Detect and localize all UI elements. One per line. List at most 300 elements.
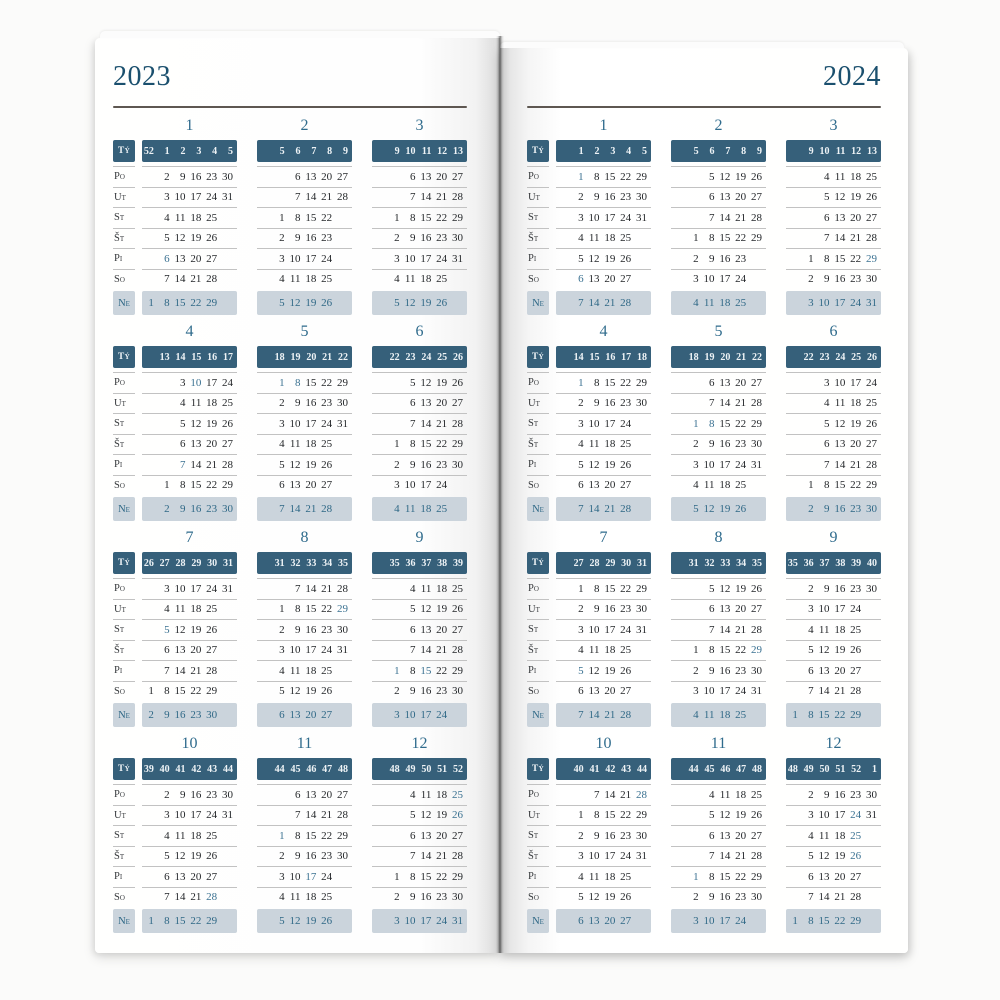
week-number-cell: 44: [274, 763, 285, 775]
week-number-cell: 39: [851, 557, 862, 569]
day-row: [786, 454, 881, 475]
sunday-date-cell: 12: [289, 297, 301, 309]
day-row: [142, 866, 237, 887]
week-number-cell: 52: [143, 145, 154, 157]
date-cell: 6: [409, 829, 416, 842]
date-cell: 23: [321, 397, 333, 410]
day-row: [556, 866, 651, 887]
date-cell: 13: [289, 479, 301, 492]
week-number-cell: 22: [337, 351, 348, 363]
date-cell: 21: [834, 685, 846, 698]
week-number-cell: 52: [452, 763, 463, 775]
day-row: [142, 372, 237, 393]
day-row: [786, 599, 881, 620]
sunday-row: [671, 703, 766, 727]
date-cell: 3: [164, 582, 170, 595]
date-cell: 20: [735, 603, 747, 616]
date-cell: 27: [451, 623, 463, 636]
weekday-label: Ut: [113, 393, 135, 414]
week-number-cell: 18: [274, 351, 285, 363]
date-cell: 30: [865, 273, 877, 286]
sunday-date-cell: 11: [703, 297, 715, 309]
day-row: [786, 228, 881, 249]
month-block: [786, 732, 881, 933]
week-number-cell: 11: [421, 145, 432, 157]
sunday-date-cell: 19: [305, 297, 317, 309]
date-cell: 9: [409, 685, 416, 698]
date-cell: 15: [719, 870, 731, 883]
week-number-cell: 22: [389, 351, 400, 363]
date-cell: 30: [750, 891, 762, 904]
date-cell: 21: [190, 664, 202, 677]
date-cell: 17: [190, 582, 202, 595]
week-number-cell: 48: [389, 763, 400, 775]
date-cell: 15: [604, 170, 616, 183]
week-number-cell: 9: [342, 145, 348, 157]
date-cell: 13: [174, 644, 186, 657]
date-cell: 30: [635, 191, 647, 204]
date-cell: 9: [409, 458, 416, 471]
month-block: [257, 732, 352, 933]
day-row: [786, 269, 881, 290]
date-cell: 2: [394, 458, 400, 471]
sunday-date-cell: 9: [179, 503, 186, 515]
day-row: [257, 207, 352, 228]
date-cell: 19: [436, 809, 448, 822]
sunday-date-cell: 14: [588, 297, 600, 309]
day-row: [556, 805, 651, 826]
date-cell: 29: [451, 870, 463, 883]
day-row: [142, 269, 237, 290]
week-number-cell: 45: [704, 763, 715, 775]
date-cell: 12: [818, 644, 830, 657]
weekday-label: Pi: [113, 660, 135, 681]
sunday-date-cell: 29: [206, 297, 218, 309]
date-cell: 23: [735, 891, 747, 904]
day-row: [257, 454, 352, 475]
date-cell: 23: [735, 664, 747, 677]
week-label-cell: Tý: [113, 140, 135, 162]
week-number-cell: 31: [274, 557, 285, 569]
week-number-cell: 7: [311, 145, 317, 157]
date-cell: 1: [394, 870, 400, 883]
date-cell: 10: [404, 479, 416, 492]
date-cell: 2: [693, 891, 699, 904]
months-row: [113, 320, 467, 521]
week-number-cell: 25: [851, 351, 862, 363]
day-row: [786, 619, 881, 640]
month-number: 7: [185, 529, 194, 546]
date-cell: 10: [289, 644, 301, 657]
date-cell: 2: [693, 252, 699, 265]
day-row: [786, 825, 881, 846]
holiday-date-cell: 25: [850, 829, 862, 842]
day-row: [142, 784, 237, 805]
week-number-cell: 48: [337, 763, 348, 775]
date-cell: 7: [708, 211, 715, 224]
date-cell: 10: [289, 417, 301, 430]
date-cell: 29: [336, 376, 348, 389]
date-cell: 1: [578, 809, 584, 822]
day-row: [372, 269, 467, 290]
date-cell: 1: [693, 232, 699, 245]
date-cell: 2: [394, 232, 400, 245]
sunday-label-cell: Ne: [527, 703, 549, 727]
sunday-date-cell: 8: [164, 297, 170, 309]
date-cell: 25: [206, 603, 218, 616]
date-cell: 6: [823, 438, 830, 451]
date-cell: 25: [620, 232, 632, 245]
date-cell: 29: [206, 685, 218, 698]
date-cell: 22: [620, 582, 632, 595]
date-cell: 17: [190, 191, 202, 204]
date-cell: 4: [708, 788, 715, 801]
day-row: [786, 393, 881, 414]
sunday-date-cell: 3: [693, 915, 699, 927]
date-cell: 16: [420, 891, 432, 904]
weekday-label-column: [527, 526, 549, 727]
date-cell: 15: [420, 438, 432, 451]
date-cell: 18: [719, 479, 731, 492]
date-cell: 25: [620, 870, 632, 883]
date-cell: 1: [808, 252, 814, 265]
weekday-label: Št: [527, 228, 549, 249]
date-cell: 17: [305, 252, 317, 265]
date-cell: 26: [221, 417, 233, 430]
date-cell: 14: [305, 191, 317, 204]
week-number-cell: 33: [306, 557, 317, 569]
date-cell: 4: [279, 273, 285, 286]
date-cell: 4: [409, 582, 416, 595]
sunday-row: [786, 909, 881, 933]
month-number: 11: [710, 735, 727, 752]
weekday-label: Po: [527, 578, 549, 599]
day-row: [671, 228, 766, 249]
date-cell: 23: [436, 685, 448, 698]
weekday-label: Pi: [527, 660, 549, 681]
date-cell: 1: [578, 582, 584, 595]
date-cell: 24: [620, 417, 632, 430]
day-row: [142, 475, 237, 496]
date-cell: 20: [834, 870, 846, 883]
date-cell: 3: [279, 252, 285, 265]
date-cell: 12: [289, 685, 301, 698]
date-cell: 30: [750, 438, 762, 451]
date-cell: 14: [719, 850, 731, 863]
day-row: [556, 187, 651, 208]
date-cell: 16: [604, 397, 616, 410]
sunday-date-cell: 31: [451, 915, 463, 927]
holiday-date-cell: 28: [635, 788, 647, 801]
week-number-cell: 40: [866, 557, 877, 569]
day-row: [257, 393, 352, 414]
week-number-cell: 32: [704, 557, 715, 569]
date-cell: 10: [588, 623, 600, 636]
date-cell: 30: [336, 850, 348, 863]
day-row: [257, 619, 352, 640]
day-row: [671, 578, 766, 599]
day-row: [556, 475, 651, 496]
date-cell: 26: [620, 252, 632, 265]
sunday-date-cell: 26: [436, 297, 448, 309]
week-number-cell: 5: [641, 145, 647, 157]
date-cell: 26: [750, 582, 762, 595]
date-cell: 26: [321, 458, 333, 471]
date-cell: 11: [588, 232, 600, 245]
week-number-cell: 50: [421, 763, 432, 775]
month-number-spacer: [113, 526, 135, 552]
date-cell: 15: [420, 211, 432, 224]
date-cell: 19: [850, 191, 862, 204]
date-cell: 29: [451, 664, 463, 677]
date-cell: 25: [620, 438, 632, 451]
date-cell: 2: [693, 664, 699, 677]
date-cell: 2: [279, 232, 285, 245]
sunday-row: [556, 703, 651, 727]
day-row: [257, 228, 352, 249]
date-cell: 24: [436, 252, 448, 265]
date-cell: 25: [206, 211, 218, 224]
week-numbers-bar: [142, 552, 237, 574]
week-number-cell: 18: [688, 351, 699, 363]
sunday-row: [142, 291, 237, 315]
weekday-label: Št: [113, 434, 135, 455]
date-cell: 5: [164, 850, 170, 863]
week-number-cell: 31: [636, 557, 647, 569]
date-cell: 12: [719, 809, 731, 822]
date-cell: 23: [620, 603, 632, 616]
date-cell: 12: [588, 664, 600, 677]
day-row: [257, 475, 352, 496]
weekday-label: Ut: [113, 805, 135, 826]
week-numbers-bar: [786, 346, 881, 368]
sunday-date-cell: 18: [719, 297, 731, 309]
date-cell: 4: [823, 170, 830, 183]
date-cell: 7: [409, 417, 416, 430]
date-cell: 16: [420, 685, 432, 698]
date-cell: 27: [451, 170, 463, 183]
sunday-row: [671, 291, 766, 315]
date-cell: 1: [808, 479, 814, 492]
sunday-date-cell: 21: [604, 297, 616, 309]
week-numbers-bar: [556, 346, 651, 368]
week-number-cell: 29: [605, 557, 616, 569]
date-cell: 4: [279, 438, 285, 451]
day-row: [142, 846, 237, 867]
week-label-cell: Tý: [113, 758, 135, 780]
date-cell: 18: [604, 870, 616, 883]
sunday-date-cell: 18: [420, 503, 432, 515]
date-cell: 14: [834, 458, 846, 471]
day-row: [257, 413, 352, 434]
date-cell: 6: [294, 788, 301, 801]
week-number-cell: 26: [866, 351, 877, 363]
date-cell: 25: [206, 829, 218, 842]
day-row: [671, 887, 766, 908]
sunday-date-cell: 3: [394, 915, 400, 927]
date-cell: 13: [588, 685, 600, 698]
week-number-cell: 14: [573, 351, 584, 363]
day-row: [671, 784, 766, 805]
day-row: [142, 578, 237, 599]
sunday-row: [556, 291, 651, 315]
date-cell: 31: [865, 809, 877, 822]
months-row: [113, 114, 467, 315]
day-row: [556, 413, 651, 434]
date-cell: 14: [420, 644, 432, 657]
date-cell: 13: [174, 252, 186, 265]
date-cell: 31: [750, 458, 762, 471]
month-number: 1: [185, 117, 194, 134]
week-number-cell: 44: [222, 763, 233, 775]
date-cell: 25: [850, 623, 862, 636]
week-numbers-bar: [142, 758, 237, 780]
weekday-label-column: [527, 320, 549, 521]
date-cell: 5: [823, 191, 830, 204]
day-row: [372, 640, 467, 661]
date-cell: 9: [708, 252, 715, 265]
sunday-date-cell: 29: [850, 915, 862, 927]
date-cell: 28: [850, 891, 862, 904]
date-cell: 26: [620, 458, 632, 471]
month-number-spacer: [527, 526, 549, 552]
month-number: 12: [825, 735, 842, 752]
date-cell: 2: [279, 397, 285, 410]
date-cell: 12: [190, 417, 202, 430]
date-cell: 11: [834, 170, 846, 183]
date-cell: 31: [221, 191, 233, 204]
day-row: [671, 248, 766, 269]
date-cell: 26: [206, 623, 218, 636]
date-cell: 2: [578, 397, 584, 410]
day-row: [142, 825, 237, 846]
sunday-date-cell: 25: [735, 297, 747, 309]
date-cell: 27: [620, 273, 632, 286]
date-cell: 13: [174, 870, 186, 883]
week-number-cell: 42: [191, 763, 202, 775]
months-row: [527, 526, 881, 727]
date-cell: 21: [436, 191, 448, 204]
week-numbers-bar: [671, 758, 766, 780]
day-row: [372, 599, 467, 620]
date-cell: 22: [436, 438, 448, 451]
week-number-cell: 51: [437, 763, 448, 775]
date-cell: 7: [164, 664, 170, 677]
day-row: [257, 434, 352, 455]
week-label-cell: Tý: [113, 346, 135, 368]
sunday-row: [556, 497, 651, 521]
month-block: [671, 526, 766, 727]
weekday-label-column: [527, 114, 549, 315]
day-row: [372, 475, 467, 496]
date-cell: 2: [164, 170, 170, 183]
holiday-date-cell: 5: [578, 664, 584, 677]
sunday-date-cell: 8: [808, 709, 814, 721]
date-cell: 6: [279, 479, 285, 492]
day-row: [556, 454, 651, 475]
sunday-date-cell: 19: [305, 915, 317, 927]
date-cell: 28: [451, 850, 463, 863]
date-cell: 17: [834, 809, 846, 822]
date-cell: 5: [279, 685, 285, 698]
date-cell: 19: [834, 644, 846, 657]
sunday-date-cell: 27: [321, 709, 333, 721]
date-cell: 28: [750, 211, 762, 224]
sunday-date-cell: 23: [206, 503, 218, 515]
date-cell: 11: [174, 603, 186, 616]
week-number-cell: 48: [787, 763, 798, 775]
month-block: [671, 114, 766, 315]
day-row: [372, 619, 467, 640]
sunday-date-cell: 28: [321, 503, 333, 515]
date-cell: 21: [620, 788, 632, 801]
weekday-label: Št: [527, 640, 549, 661]
day-row: [556, 846, 651, 867]
date-cell: 27: [336, 788, 348, 801]
sunday-label-cell: Ne: [527, 497, 549, 521]
date-cell: 20: [850, 211, 862, 224]
month-block: [372, 114, 467, 315]
month-number: 3: [829, 117, 838, 134]
year-title-2023: 2023: [113, 61, 171, 92]
date-cell: 11: [289, 891, 301, 904]
date-cell: 15: [174, 685, 186, 698]
sunday-date-cell: 17: [420, 915, 432, 927]
date-cell: 15: [305, 603, 317, 616]
date-cell: 24: [321, 417, 333, 430]
sunday-date-cell: 18: [719, 709, 731, 721]
week-numbers-bar: [786, 758, 881, 780]
date-cell: 10: [703, 685, 715, 698]
holiday-date-cell: 26: [451, 809, 463, 822]
day-row: [556, 681, 651, 702]
date-cell: 30: [635, 829, 647, 842]
day-row: [556, 248, 651, 269]
sunday-date-cell: 9: [823, 503, 830, 515]
date-cell: 19: [735, 582, 747, 595]
month-number: 5: [714, 323, 723, 340]
date-cell: 28: [336, 191, 348, 204]
day-row: [372, 166, 467, 187]
date-cell: 30: [451, 458, 463, 471]
date-cell: 15: [420, 870, 432, 883]
sunday-row: [257, 291, 352, 315]
date-cell: 30: [451, 685, 463, 698]
date-cell: 28: [865, 458, 877, 471]
day-row: [671, 454, 766, 475]
sunday-date-cell: 5: [279, 297, 285, 309]
day-row: [556, 640, 651, 661]
date-cell: 23: [850, 582, 862, 595]
sunday-row: [671, 909, 766, 933]
date-cell: 9: [823, 788, 830, 801]
date-cell: 5: [578, 891, 584, 904]
day-row: [142, 393, 237, 414]
weekday-label: Pi: [527, 866, 549, 887]
date-cell: 10: [404, 252, 416, 265]
day-row: [372, 413, 467, 434]
day-row: [257, 887, 352, 908]
week-number-cell: 52: [851, 763, 862, 775]
date-cell: 17: [604, 623, 616, 636]
date-cell: 4: [578, 870, 584, 883]
date-cell: 3: [808, 809, 814, 822]
date-cell: 8: [294, 829, 301, 842]
date-cell: 4: [279, 664, 285, 677]
week-number-cell: 39: [143, 763, 154, 775]
weekday-label: Ut: [527, 805, 549, 826]
date-cell: 18: [850, 170, 862, 183]
